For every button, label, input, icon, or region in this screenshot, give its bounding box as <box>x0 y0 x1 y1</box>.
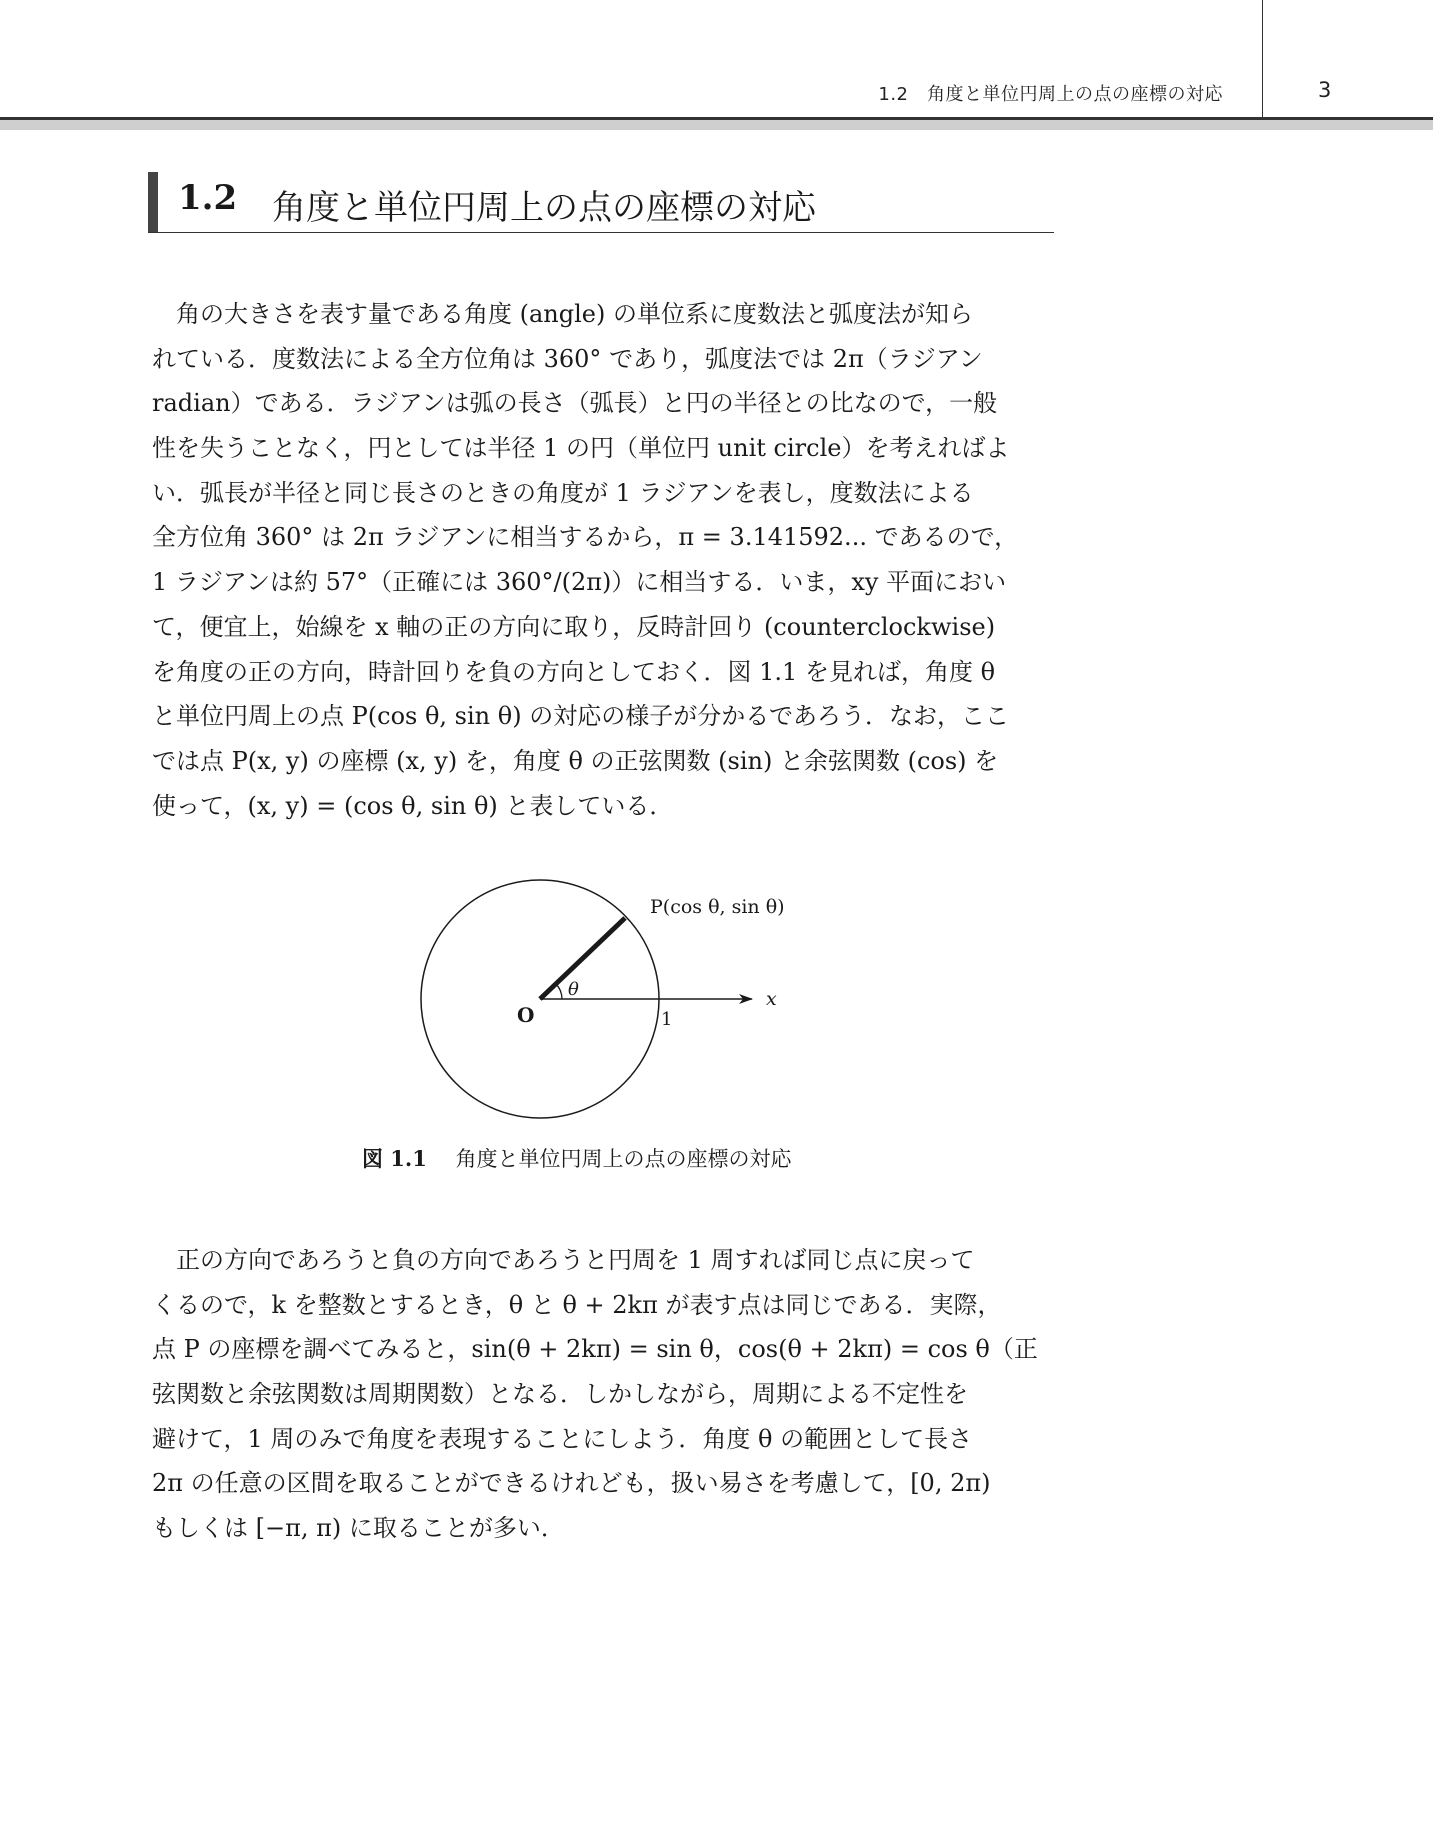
running-header <box>0 0 1433 118</box>
origin-label: O <box>517 1003 535 1027</box>
text-line: radian）である．ラジアンは弧の長さ（弧長）と円の半径との比なので，一般 <box>152 389 998 418</box>
x-axis-label: x <box>766 988 777 1010</box>
paragraph-2 <box>152 1238 1052 1551</box>
text-line: 角の大きさを表す量である角度 (angle) の単位系に度数法と弧度法が知ら <box>176 300 973 328</box>
text-line: 性を失うことなく，円としては半径 1 の円（単位円 unit circle）を考えればよ <box>152 434 1010 463</box>
point-label: P(cos θ, sin θ) <box>650 896 785 918</box>
figure-caption <box>362 1143 792 1173</box>
text-line: くるので，k を整数とするとき，θ と θ + 2kπ が表す点は同じである．実際， <box>152 1290 1002 1319</box>
unit-circle-diagram <box>410 875 810 1135</box>
text-line: 弦関数と余弦関数は周期関数）となる．しかしながら，周期による不定性を <box>152 1380 968 1409</box>
header-band <box>0 120 1433 130</box>
radius-line <box>540 918 625 999</box>
text-line: 1 ラジアンは約 57°（正確には 360°/(2π)）に相当する．いま，xy 平面におい <box>152 568 1007 597</box>
section-heading <box>148 172 1054 233</box>
section-number: 1.2 <box>178 178 238 218</box>
text-line: 全方位角 360° は 2π ラジアンに相当するから，π = 3.141592... であるので， <box>152 523 1019 552</box>
text-line: 正の方向であろうと負の方向であろうと円周を 1 周すれば同じ点に戻って <box>176 1246 975 1274</box>
heading-bar <box>148 172 158 232</box>
header-divider <box>1262 0 1263 118</box>
section-title: 角度と単位円周上の点の座標の対応 <box>272 188 816 228</box>
text-line: を角度の正の方向，時計回りを負の方向としておく．図 1.1 を見れば，角度 θ <box>152 657 996 686</box>
text-line: では点 P(x, y) の座標 (x, y) を，角度 θ の正弦関数 (sin) と余弦関数 (cos) を <box>152 746 999 775</box>
text-line: 使って，(x, y) = (cos θ, sin θ) と表している． <box>152 791 674 820</box>
caption-number: 図 1.1 <box>362 1146 427 1171</box>
paragraph-1 <box>152 292 1052 828</box>
text-line: 避けて，1 周のみで角度を表現することにしよう．角度 θ の範囲として長さ <box>152 1424 973 1453</box>
text-line: い．弧長が半径と同じ長さのときの角度が 1 ラジアンを表し，度数法による <box>152 478 974 507</box>
unit-circle-figure <box>410 875 810 1135</box>
text-line: 2π の任意の区間を取ることができるけれども，扱い易さを考慮して，[0, 2π) <box>152 1469 991 1498</box>
running-title: 1.2 角度と単位円周上の点の座標の対応 <box>878 84 1223 105</box>
text-line: もしくは [−π, π) に取ることが多い． <box>152 1514 565 1543</box>
text-line: て，便宜上，始線を x 軸の正の方向に取り，反時計回り (counterclockwise) <box>152 612 996 641</box>
page-number: 3 <box>1318 78 1332 102</box>
angle-label: θ <box>568 979 579 1000</box>
text-line: 点 P の座標を調べてみると，sin(θ + 2kπ) = sin θ，cos(θ + 2kπ) = cos θ（正 <box>152 1335 1038 1364</box>
text-line: と単位円周上の点 P(cos θ, sin θ) の対応の様子が分かるであろう．なお，ここ <box>152 702 1009 731</box>
text-line: れている．度数法による全方位角は 360° であり，弧度法では 2π（ラジアン <box>152 344 983 373</box>
caption-text: 角度と単位円周上の点の座標の対応 <box>455 1147 792 1171</box>
radius-label: 1 <box>661 1009 673 1030</box>
